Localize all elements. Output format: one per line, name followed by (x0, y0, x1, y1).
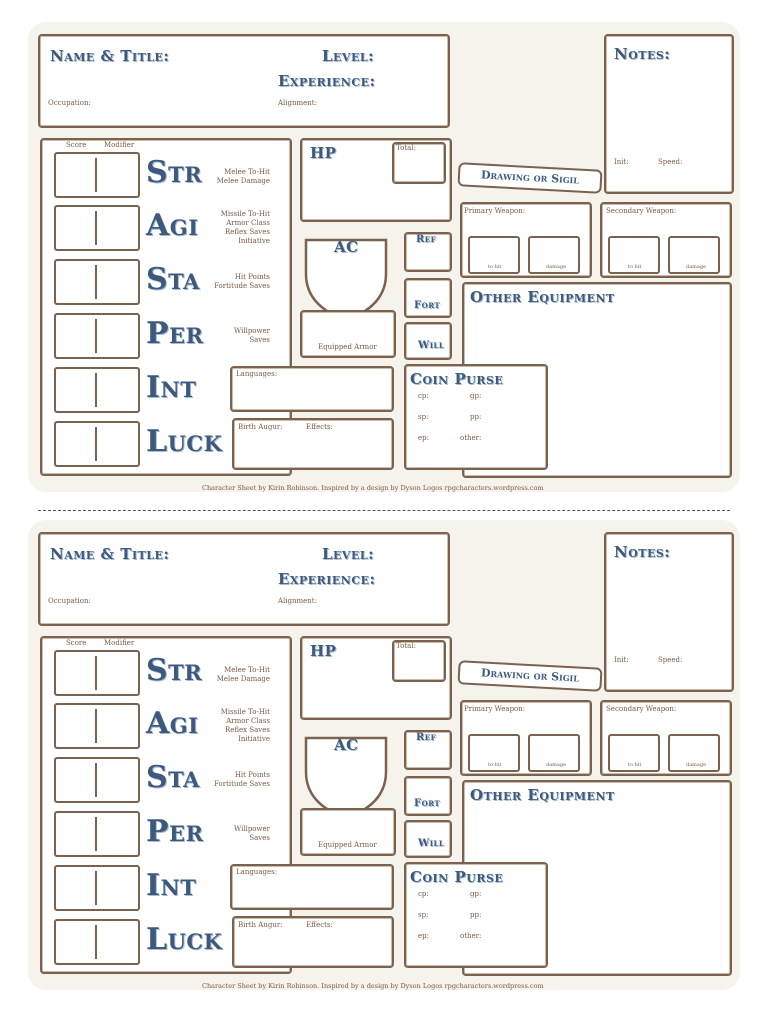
fort-label: Fort (414, 300, 441, 311)
per-score-box[interactable] (54, 313, 140, 359)
secondary-damage-label: damage (686, 264, 707, 270)
sta-score-box[interactable] (54, 757, 140, 803)
hp-label: HP (310, 144, 337, 162)
name-title-label: Name & Title: (50, 545, 170, 563)
agi-score-box[interactable] (54, 205, 140, 251)
cp-label: cp: (418, 392, 429, 400)
modifier-label: Modifier (104, 141, 135, 149)
secondary-weapon-label: Secondary Weapon: (606, 207, 677, 215)
luck-score-box[interactable] (54, 421, 140, 467)
str-score-box[interactable] (54, 650, 140, 696)
per-score-box[interactable] (54, 811, 140, 857)
sta-label: Sta (146, 262, 200, 297)
languages-label: Languages: (236, 868, 278, 876)
coin-purse-label: Coin Purse (410, 370, 504, 388)
primary-damage-label: damage (546, 264, 567, 270)
cp-label: cp: (418, 890, 429, 898)
fort-label: Fort (414, 798, 441, 809)
per-label: Per (146, 316, 204, 351)
drawing-sigil-banner: Drawing or Sigil (457, 660, 602, 692)
other-coin-label: other: (460, 932, 482, 940)
sp-label: sp: (418, 911, 429, 919)
sta-label: Sta (146, 760, 200, 795)
notes-label: Notes: (614, 543, 671, 561)
int-score-box[interactable] (54, 367, 140, 413)
name-title-label: Name & Title: (50, 47, 170, 65)
str-desc: Melee To-Hit Melee Damage (216, 666, 270, 683)
luck-score-box[interactable] (54, 919, 140, 965)
agi-label: Agi (146, 208, 199, 243)
will-label: Will (418, 838, 445, 849)
other-equipment-label: Other Equipment (470, 288, 615, 306)
ref-label: Ref (416, 732, 437, 743)
effects-label: Effects: (306, 423, 333, 431)
agi-desc: Missile To-Hit Armor Class Reflex Saves Initiative (220, 708, 270, 743)
pp-label: pp: (470, 413, 482, 421)
ac-label: AC (334, 238, 359, 256)
luck-label: Luck (146, 424, 223, 459)
sta-score-box[interactable] (54, 259, 140, 305)
alignment-label: Alignment: (278, 99, 317, 107)
notes-label: Notes: (614, 45, 671, 63)
ac-label: AC (334, 736, 359, 754)
int-label: Int (146, 868, 197, 903)
primary-weapon-label: Primary Weapon: (464, 705, 526, 713)
speed-label: Speed: (658, 158, 683, 166)
per-desc: Willpower Saves (234, 825, 270, 842)
character-sheet-bottom (0, 508, 768, 1008)
gp-label: gp: (470, 392, 482, 400)
level-label: Level: (322, 47, 375, 65)
occupation-label: Occupation: (48, 99, 91, 107)
birth-augur-label: Birth Augur: (238, 921, 283, 929)
str-label: Str (146, 155, 203, 190)
speed-label: Speed: (658, 656, 683, 664)
experience-label: Experience: (278, 72, 376, 90)
hp-label: HP (310, 642, 337, 660)
int-score-box[interactable] (54, 865, 140, 911)
per-label: Per (146, 814, 204, 849)
languages-label: Languages: (236, 370, 278, 378)
agi-score-box[interactable] (54, 703, 140, 749)
drawing-sigil-banner: Drawing or Sigil (457, 162, 602, 194)
primary-to-hit-label: to hit (488, 264, 502, 270)
str-desc: Melee To-Hit Melee Damage (216, 168, 270, 185)
ref-label: Ref (416, 234, 437, 245)
primary-weapon-label: Primary Weapon: (464, 207, 526, 215)
sta-desc: Hit Points Fortitude Saves (214, 771, 270, 788)
per-desc: Willpower Saves (234, 327, 270, 344)
effects-label: Effects: (306, 921, 333, 929)
will-label: Will (418, 340, 445, 351)
footer-credit: Character Sheet by Kirin Robinson. Inspired by a design by Dyson Logos rpgcharacters.wordpress.com (202, 484, 544, 492)
secondary-weapon-label: Secondary Weapon: (606, 705, 677, 713)
str-label: Str (146, 653, 203, 688)
fort-save-box[interactable] (404, 776, 452, 816)
init-label: Init: (614, 656, 629, 664)
character-sheet-top (0, 10, 768, 510)
pp-label: pp: (470, 911, 482, 919)
other-coin-label: other: (460, 434, 482, 442)
footer-credit: Character Sheet by Kirin Robinson. Inspired by a design by Dyson Logos rpgcharacters.wordpress.com (202, 982, 544, 990)
experience-label: Experience: (278, 570, 376, 588)
alignment-label: Alignment: (278, 597, 317, 605)
str-score-box[interactable] (54, 152, 140, 198)
coin-purse-label: Coin Purse (410, 868, 504, 886)
secondary-damage-label: damage (686, 762, 707, 768)
occupation-label: Occupation: (48, 597, 91, 605)
gp-label: gp: (470, 890, 482, 898)
equipped-armor-label: Equipped Armor (318, 841, 377, 849)
init-label: Init: (614, 158, 629, 166)
sta-desc: Hit Points Fortitude Saves (214, 273, 270, 290)
level-label: Level: (322, 545, 375, 563)
primary-damage-label: damage (546, 762, 567, 768)
ep-label: ep: (418, 434, 429, 442)
primary-to-hit-label: to hit (488, 762, 502, 768)
hp-total-label: Total: (396, 642, 416, 650)
hp-total-label: Total: (396, 144, 416, 152)
agi-label: Agi (146, 706, 199, 741)
score-label: Score (66, 141, 87, 149)
luck-label: Luck (146, 922, 223, 957)
ep-label: ep: (418, 932, 429, 940)
agi-desc: Missile To-Hit Armor Class Reflex Saves Initiative (220, 210, 270, 245)
modifier-label: Modifier (104, 639, 135, 647)
equipped-armor-label: Equipped Armor (318, 343, 377, 351)
secondary-to-hit-label: to hit (628, 762, 642, 768)
sp-label: sp: (418, 413, 429, 421)
fort-save-box[interactable] (404, 278, 452, 318)
int-label: Int (146, 370, 197, 405)
secondary-to-hit-label: to hit (628, 264, 642, 270)
other-equipment-label: Other Equipment (470, 786, 615, 804)
birth-augur-label: Birth Augur: (238, 423, 283, 431)
score-label: Score (66, 639, 87, 647)
